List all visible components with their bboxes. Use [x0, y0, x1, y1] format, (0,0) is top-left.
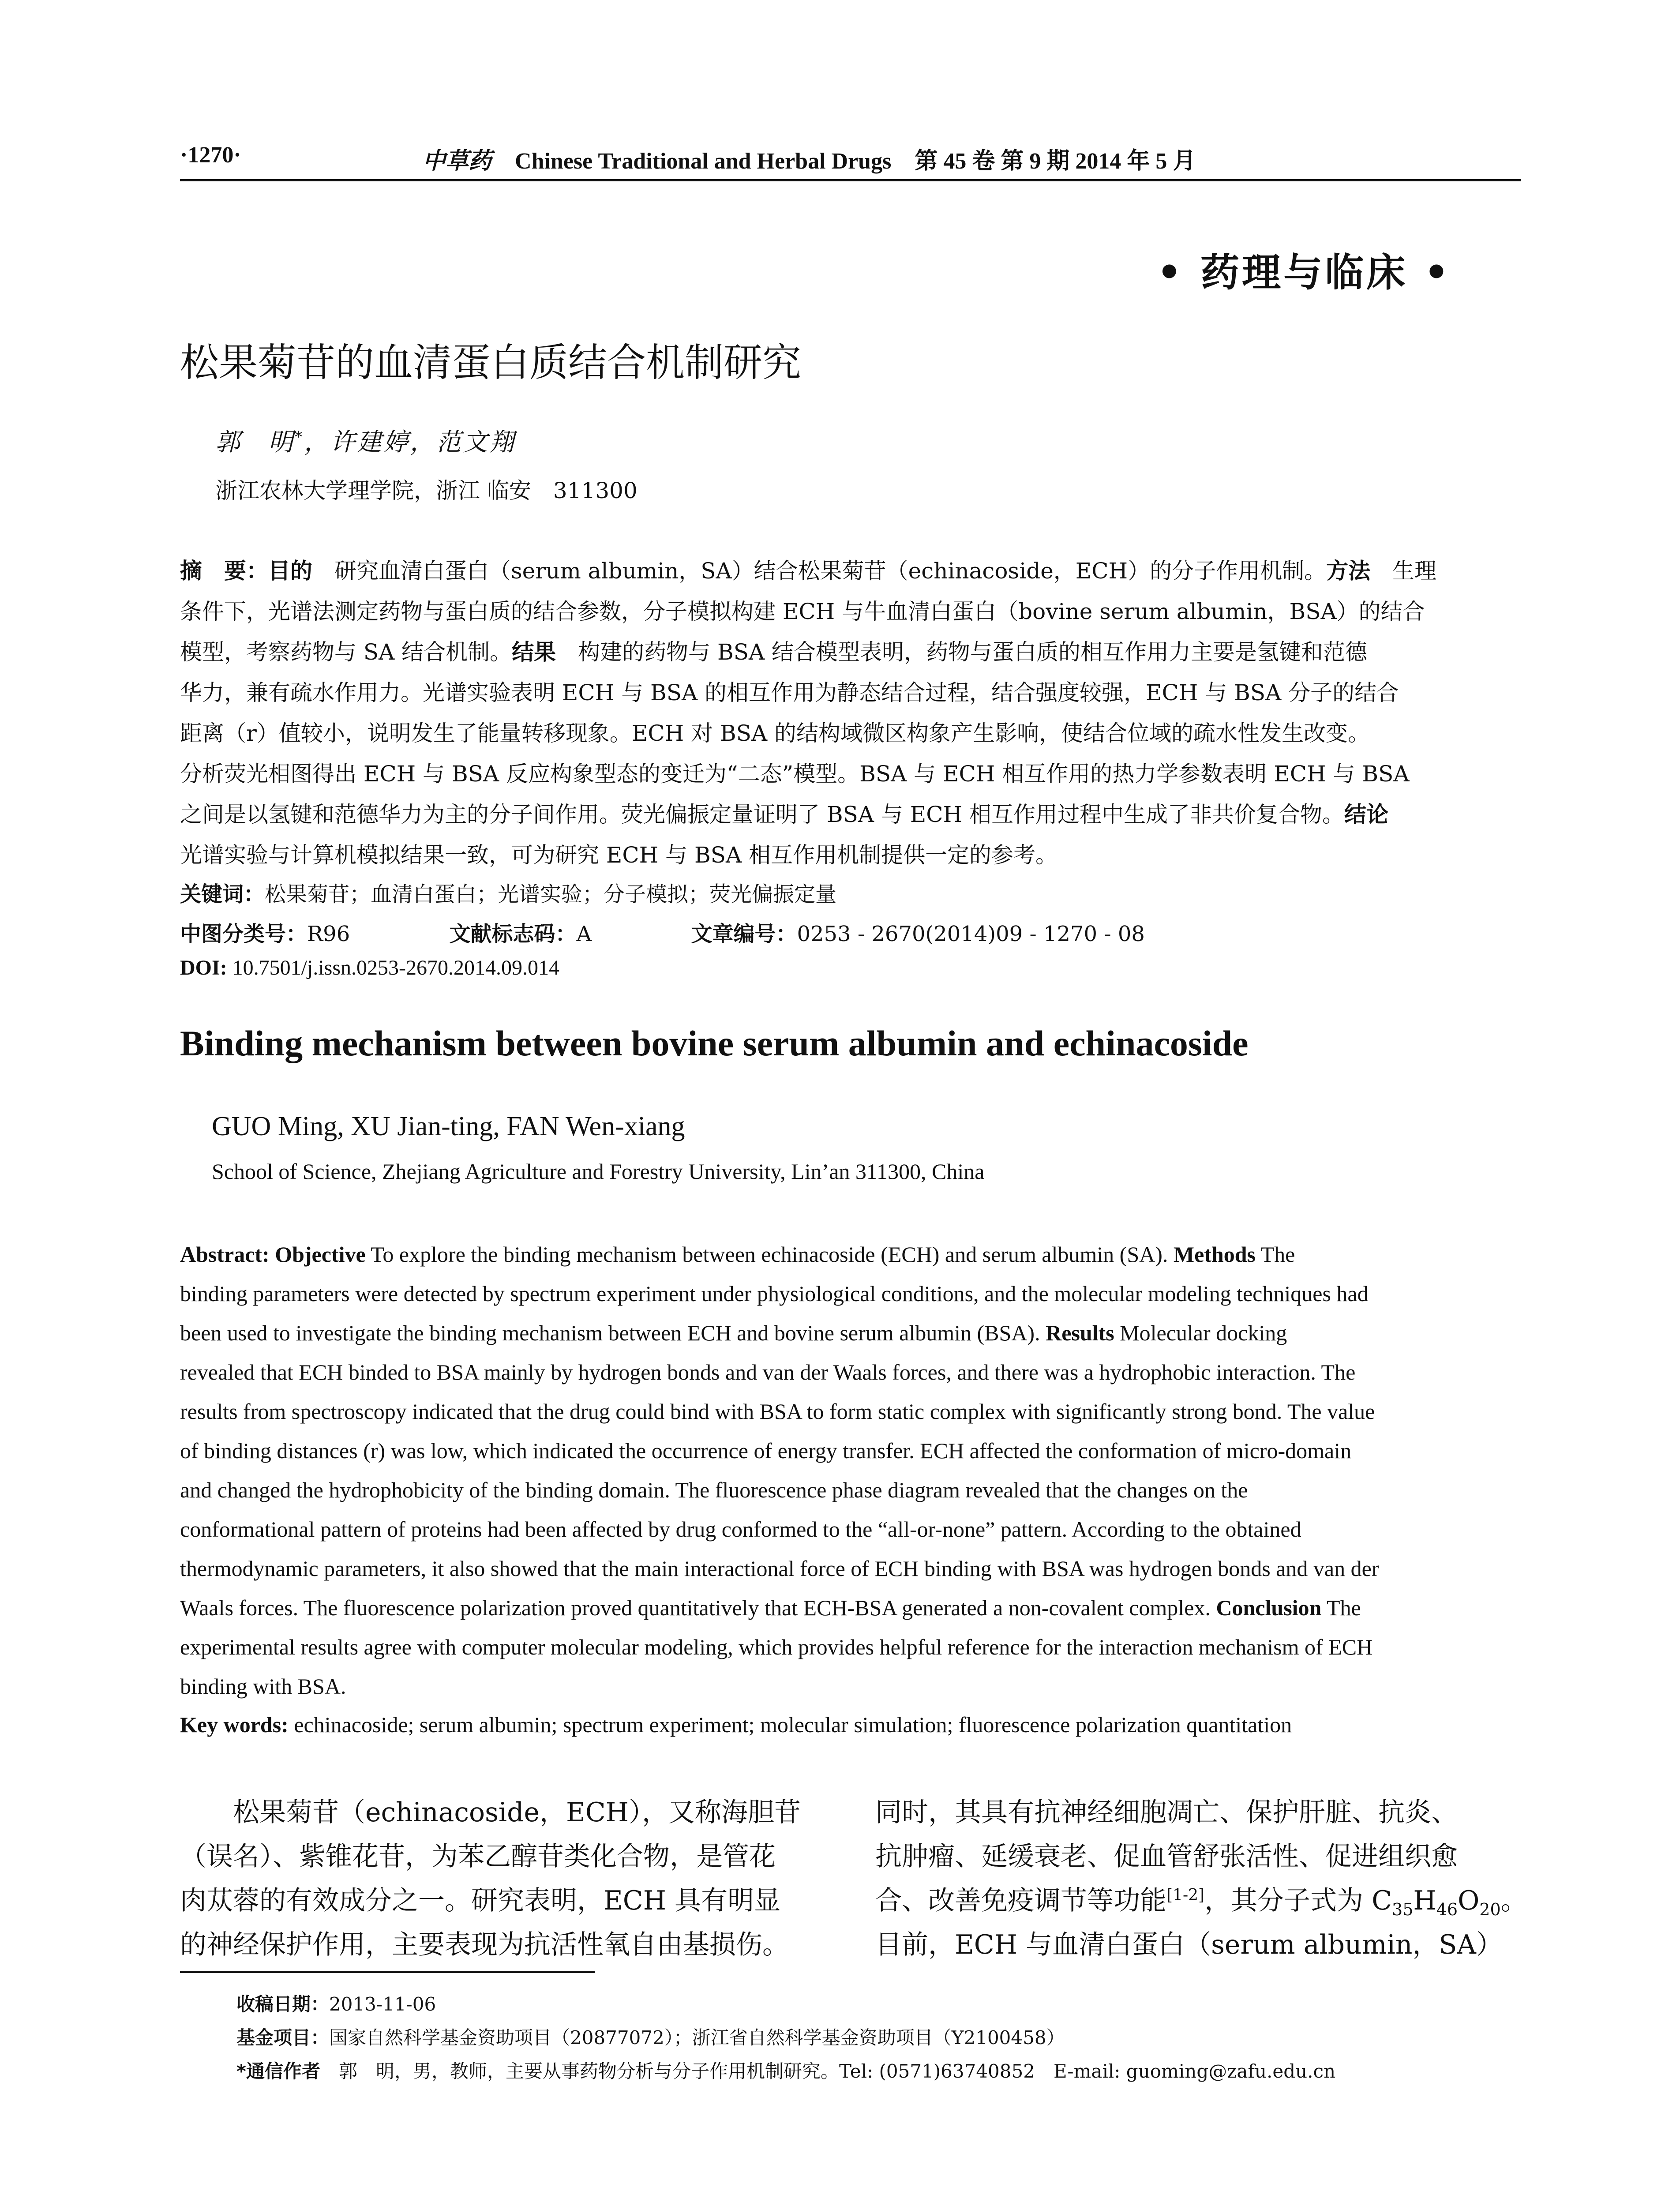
abstract-en-line-1: [180, 1242, 1521, 1267]
author-guo: 郭 明: [215, 428, 295, 457]
abstract-text: 构建的药物与 BSA 结合模型表明，药物与蛋白质的相互作用力主要是氢键和范德: [556, 639, 1368, 665]
abstract-text: results from spectroscopy indicated that the drug could bind with BSA to form static complex with significantly strong bond. The value: [180, 1399, 1375, 1424]
formula-subscript: 46: [1436, 1900, 1458, 1919]
body-right-line-4: 目前，ECH 与血清白蛋白（serum albumin，SA）: [875, 1929, 1503, 1960]
abstract-text: Waals forces. The fluorescence polarization proved quantitatively that ECH-BSA generated a non-covalent complex.: [180, 1595, 1216, 1620]
abstract-text: 模型，考察药物与 SA 结合机制。: [180, 639, 512, 665]
body-left-line-4: 的神经保护作用，主要表现为抗活性氧自由基损伤。: [180, 1929, 789, 1960]
keywords-label: 关键词：: [180, 882, 265, 907]
footnote-text: 2013-11-06: [329, 1993, 436, 2015]
abstract-en-line-4: [180, 1359, 1521, 1385]
abstract-en-line-12: [180, 1673, 1521, 1699]
authors-en: GUO Ming, XU Jian-ting, FAN Wen-xiang: [212, 1111, 685, 1141]
abstract-text: To explore the binding mechanism between echinacoside (ECH) and serum albumin (SA).: [365, 1242, 1174, 1267]
journal-title: [423, 142, 1196, 175]
paper-title-cn: 松果菊苷的血清蛋白质结合机制研究: [180, 340, 802, 385]
clc-label: 中图分类号：: [180, 922, 308, 946]
body-right-line-2: 抗肿瘤、延缓衰老、促血管舒张活性、促进组织愈: [875, 1841, 1458, 1872]
body-right-line-1: 同时，其具有抗神经细胞凋亡、保护肝脏、抗炎、: [875, 1797, 1458, 1828]
footnote-corresponding: [236, 2057, 1335, 2083]
abstract-text: 距离（r）值较小，说明发生了能量转移现象。ECH 对 BSA 的结构域微区构象产生影响，使结合位域的疏水性发生改变。: [180, 720, 1370, 746]
abstract-en-line-3: [180, 1320, 1521, 1346]
journal-issue: 第 45 卷 第 9 期 2014 年 5 月: [915, 149, 1196, 174]
abstract-text: Molecular docking: [1114, 1321, 1287, 1345]
abstract-text: 分析荧光相图得出 ECH 与 BSA 反应构象型态的变迁为“二态”模型。BSA 与 ECH 相互作用的热力学参数表明 ECH 与 BSA: [180, 761, 1410, 787]
abstract-en-line-11: [180, 1634, 1521, 1660]
keywords-text: 松果菊苷；血清白蛋白；光谱实验；分子模拟；荧光偏振定量: [265, 882, 837, 907]
footnote-received: [236, 1990, 436, 2016]
abstract-en-line-9: [180, 1556, 1521, 1581]
body-right-line-3: 合、改善免疫调节等功能[1-2]，其分子式为 $C_{35}H_{46}O_{20}$。: [875, 1885, 1527, 1919]
abstract-text: 之间是以氢键和范德华力为主的分子间作用。荧光偏振定量证明了 BSA 与 ECH 相互作用过程中生成了非共价复合物。: [180, 802, 1345, 827]
abstract-text: 研究血清白蛋白（serum albumin，SA）结合松果菊苷（echinacoside，ECH）的分子作用机制。: [312, 558, 1327, 584]
abstract-en-line-8: [180, 1516, 1521, 1542]
abstract-cn-line-7: [180, 797, 1521, 829]
formula-subscript: 20: [1479, 1900, 1501, 1919]
abstract-text: been used to investigate the binding mechanism between ECH and bovine serum albumin (BSA).: [180, 1321, 1046, 1345]
affiliation-en: School of Science, Zhejiang Agriculture and Forestry University, Lin’an 311300, China: [212, 1159, 985, 1184]
abstract-cn-line-3: [180, 634, 1521, 666]
body-left-line-3: 肉苁蓉的有效成分之一。研究表明，ECH 具有明显: [180, 1885, 781, 1916]
abstract-en-line-10: [180, 1595, 1521, 1621]
article-number-value: 0253 - 2670(2014)09 - 1270 - 08: [797, 922, 1145, 946]
doi-value[interactable]: 10.7501/j.issn.0253-2670.2014.09.014: [227, 956, 560, 979]
journal-title-cn: 中草药: [423, 148, 492, 174]
affiliation-cn: 浙江农林大学理学院，浙江 临安 311300: [215, 478, 638, 503]
abstract-heading: Results: [1046, 1321, 1114, 1345]
abstract-text: 光谱实验与计算机模拟结果一致，可为研究 ECH 与 BSA 相互作用机制提供一定的参考。: [180, 842, 1058, 868]
abstract-heading: 结论: [1344, 802, 1389, 827]
authors-cn: [215, 423, 516, 458]
article-number-label: 文章编号：: [691, 922, 797, 946]
clc-value: R96: [307, 922, 350, 946]
abstract-cn-line-2: [180, 594, 1521, 626]
running-header: [180, 142, 1521, 177]
formula-subscript: 35: [1392, 1900, 1414, 1919]
keywords-label: Key words:: [180, 1712, 289, 1737]
abstract-text: 生理: [1370, 558, 1437, 584]
keywords-en: [180, 1712, 1521, 1737]
doi-label: DOI:: [180, 956, 227, 979]
abstract-en-line-5: [180, 1399, 1521, 1424]
doi-row: [180, 956, 559, 980]
body-text: ，其分子式为 C: [1204, 1885, 1392, 1916]
abstract-heading: 结果: [512, 639, 556, 665]
abstract-text: binding parameters were detected by spectrum experiment under physiological conditions, and the molecular modeling techniques had: [180, 1281, 1369, 1306]
abstract-cn-line-5: [180, 716, 1521, 747]
abstract-text: revealed that ECH binded to BSA mainly by hydrogen bonds and van der Waals forces, and there was a hydrophobic interaction. The: [180, 1360, 1356, 1384]
abstract-en-line-6: [180, 1438, 1521, 1463]
abstract-text: experimental results agree with computer molecular modeling, which provides helpful reference for the interaction mechanism of ECH: [180, 1635, 1373, 1659]
abstract-heading: Methods: [1173, 1242, 1256, 1267]
abstract-heading: 方法: [1326, 558, 1371, 584]
abstract-cn-line-4: [180, 675, 1521, 707]
classification-row: [180, 917, 1145, 947]
footnote-text: 郭 明，男，教师，主要从事药物分析与分子作用机制研究。Tel: (0571)63740852 E-mail: guoming@zafu.edu.cn: [320, 2060, 1336, 2082]
abstract-text: of binding distances (r) was low, which indicated the occurrence of energy transfer. ECH affected the conformation of micro-domain: [180, 1438, 1352, 1463]
abstract-text: 华力，兼有疏水作用力。光谱实验表明 ECH 与 BSA 的相互作用为静态结合过程，结合强度较强，ECH 与 BSA 分子的结合: [180, 680, 1399, 705]
footnote-text: 国家自然科学基金资助项目（20877072）；浙江省自然科学基金资助项目（Y2100458）: [329, 2027, 1065, 2048]
abstract-text: The: [1321, 1595, 1361, 1620]
body-left-line-2: （误名）、紫锥花苷，为苯乙醇苷类化合物，是管花: [180, 1841, 776, 1872]
keywords-cn: [180, 877, 836, 908]
header-rule: [180, 179, 1521, 181]
abstract-cn-line-1: [180, 553, 1521, 585]
doc-code-label: 文献标志码：: [449, 922, 577, 946]
abstract-label: 摘 要：: [180, 558, 268, 584]
doc-code-value: A: [576, 922, 592, 946]
footnote-label: *通信作者: [236, 2060, 320, 2082]
page-number: ·1270·: [180, 143, 241, 168]
abstract-cn-line-8: [180, 837, 1521, 869]
footnote-label: 收稿日期：: [236, 1993, 330, 2015]
abstract-cn-line-6: [180, 756, 1521, 788]
abstract-text: thermodynamic parameters, it also showed that the main interactional force of ECH binding with BSA was hydrogen bonds and van der: [180, 1556, 1379, 1581]
abstract-text: and changed the hydrophobicity of the binding domain. The fluorescence phase diagram revealed that the changes on the: [180, 1478, 1248, 1502]
citation-ref[interactable]: [1-2]: [1166, 1886, 1205, 1904]
abstract-en-line-2: [180, 1281, 1521, 1306]
body-text: 。: [1500, 1885, 1527, 1916]
body-left-line-1: 松果菊苷（echinacoside，ECH），又称海胆苷: [180, 1797, 801, 1828]
abstract-heading: 目的: [268, 558, 312, 584]
authors-rest: ，许建婷，范文翔: [304, 428, 516, 457]
abstract-text: conformational pattern of proteins had been affected by drug conformed to the “all-or-none” pattern. According to the obtained: [180, 1517, 1301, 1542]
abstract-text: binding with BSA.: [180, 1674, 346, 1699]
abstract-heading: Conclusion: [1216, 1595, 1322, 1620]
abstract-en-line-7: [180, 1477, 1521, 1503]
body-text: 合、改善免疫调节等功能: [875, 1885, 1166, 1916]
abstract-text: The: [1256, 1242, 1295, 1267]
paper-title-en: Binding mechanism between bovine serum albumin and echinacoside: [180, 1023, 1249, 1063]
footnote-rule: [180, 1971, 595, 1973]
abstract-heading: Abstract: Objective: [180, 1242, 366, 1267]
keywords-text: echinacoside; serum albumin; spectrum experiment; molecular simulation; fluorescence polarization quantitation: [288, 1712, 1292, 1737]
corresponding-mark: *: [295, 428, 304, 446]
journal-title-en: Chinese Traditional and Herbal Drugs: [515, 149, 892, 174]
abstract-text: 条件下，光谱法测定药物与蛋白质的结合参数，分子模拟构建 ECH 与牛血清白蛋白（bovine serum albumin，BSA）的结合: [180, 599, 1425, 624]
footnote-fund: [236, 2023, 1065, 2050]
section-label: • 药理与临床 •: [1157, 249, 1451, 295]
footnote-label: 基金项目：: [236, 2027, 330, 2048]
